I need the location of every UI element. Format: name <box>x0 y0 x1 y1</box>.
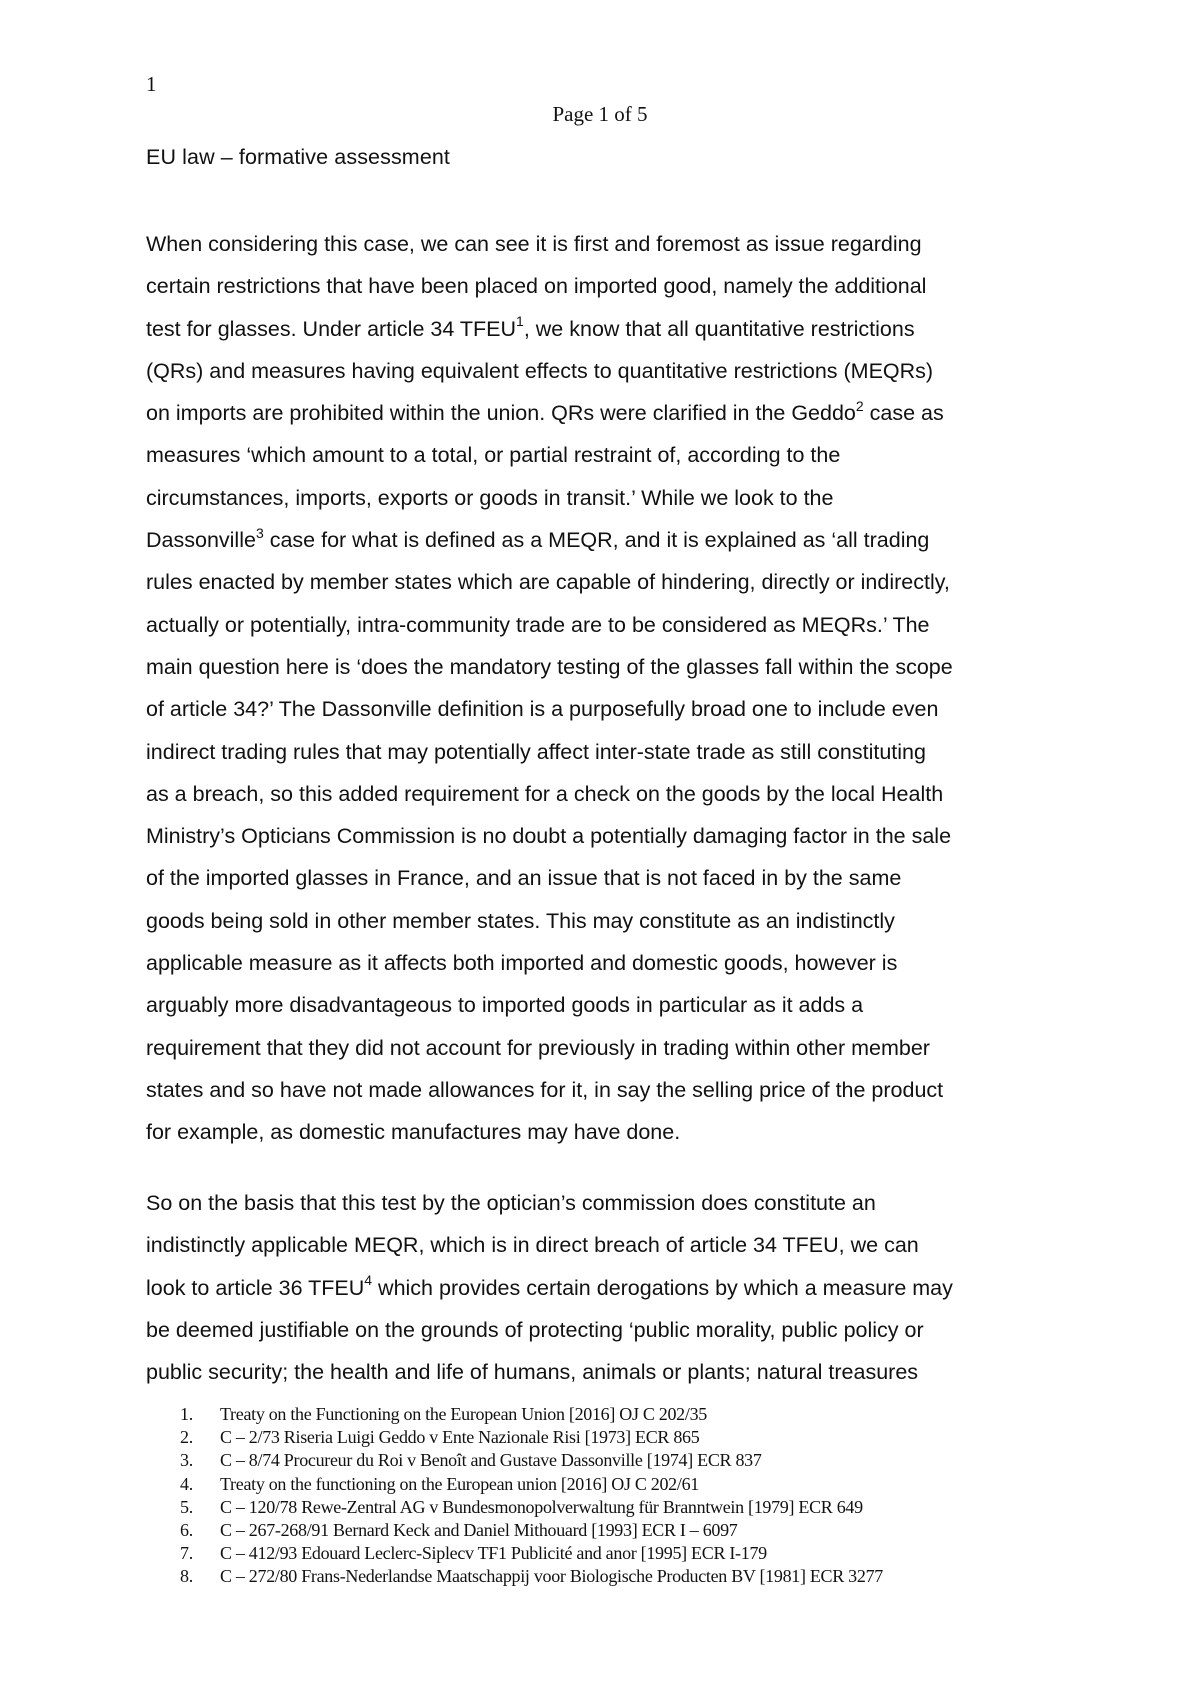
footnote-text: C – 2/73 Riseria Luigi Geddo v Ente Nazionale Risi [1973] ECR 865 <box>220 1427 700 1448</box>
footnote-ref: 3 <box>255 524 264 541</box>
text-line: certain restrictions that have been placed on imported good, namely the additional <box>146 274 927 299</box>
text-line: circumstances, imports, exports or goods in transit.’ While we look to the <box>146 485 834 510</box>
footnote-text: C – 272/80 Frans-Nederlandse Maatschappij voor Biologische Producten BV [1981] ECR 3277 <box>220 1566 883 1587</box>
footnote-number: 4. <box>180 1473 193 1494</box>
footnote-text: C – 412/93 Edouard Leclerc-Siplecv TF1 Publicité and anor [1995] ECR I-179 <box>220 1543 767 1564</box>
text-line: So on the basis that this test by the optician’s commission does constitute an <box>146 1191 876 1215</box>
text-line: test for glasses. Under article 34 TFEU$^1$, we know that all quantitative restrictions <box>146 313 915 341</box>
text-line: look to article 36 TFEU$^4$ which provides certain derogations by which a measure may <box>146 1272 953 1300</box>
text-line: measures ‘which amount to a total, or partial restraint of, according to the <box>146 443 841 468</box>
text-line: for example, as domestic manufactures may have done. <box>146 1120 681 1145</box>
text-line: actually or potentially, intra-community trade are to be considered as MEQRs.’ The <box>146 612 930 637</box>
footnote-ref: 1 <box>516 313 524 330</box>
text-line: indistinctly applicable MEQR, which is in direct breach of article 34 TFEU, we can <box>146 1233 919 1258</box>
text-line: goods being sold in other member states. This may constitute as an indistinctly <box>146 908 895 933</box>
page-header: Page 1 of 5 <box>552 102 648 126</box>
footnote-text: C – 8/74 Procureur du Roi v Benoît and Gustave Dassonville [1974] ECR 837 <box>220 1450 762 1471</box>
footnote-item <box>180 1449 883 1472</box>
text-line: Ministry’s Opticians Commission is no doubt a potentially damaging factor in the sale <box>146 824 952 849</box>
footnote-item <box>180 1473 883 1496</box>
footnote-number: 7. <box>180 1543 193 1564</box>
text-line: on imports are prohibited within the union. QRs were clarified in the Geddo$^2$ case as <box>146 398 944 426</box>
body-paragraph-2 <box>146 1182 1076 1393</box>
footnote-number: 2. <box>180 1427 193 1448</box>
text-line: of the imported glasses in France, and an issue that is not faced in by the same <box>146 866 902 891</box>
footnote-text: Treaty on the Functioning on the European Union [2016] OJ C 202/35 <box>220 1404 707 1424</box>
body-paragraph-1 <box>146 223 1076 1154</box>
text-line: as a breach, so this added requirement for a check on the goods by the local Health <box>146 781 944 806</box>
text-line: indirect trading rules that may potentially affect inter-state trade as still constituting <box>146 739 926 764</box>
footnote-ref: 4 <box>364 1272 373 1289</box>
footnote-text: Treaty on the functioning on the European union [2016] OJ C 202/61 <box>220 1473 699 1494</box>
footnote-number: 6. <box>180 1520 193 1541</box>
text-line: of article 34?’ The Dassonville definition is a purposefully broad one to include even <box>146 697 939 722</box>
footnote-item <box>180 1403 883 1426</box>
text-line: rules enacted by member states which are capable of hindering, directly or indirectly, <box>146 570 950 595</box>
footnote-number: 1. <box>180 1404 193 1424</box>
footnote-item <box>180 1519 883 1542</box>
text-line: When considering this case, we can see it is first and foremost as issue regarding <box>146 232 922 256</box>
text-line: main question here is ‘does the mandatory testing of the glasses fall within the scope <box>146 654 953 679</box>
text-line: arguably more disadvantageous to imported goods in particular as it adds a <box>146 993 864 1018</box>
footnote-text: C – 120/78 Rewe-Zentral AG v Bundesmonopolverwaltung für Branntwein [1979] ECR 649 <box>220 1496 863 1517</box>
footnote-number: 8. <box>180 1566 193 1587</box>
text-line: public security; the health and life of humans, animals or plants; natural treasures <box>146 1360 919 1385</box>
document-title: EU law – formative assessment <box>146 145 451 169</box>
text-line: states and so have not made allowances for it, in say the selling price of the product <box>146 1077 944 1102</box>
footnote-text: C – 267-268/91 Bernard Keck and Daniel Mithouard [1993] ECR I – 6097 <box>220 1520 738 1541</box>
text-line: applicable measure as it affects both imported and domestic goods, however is <box>146 951 898 976</box>
footnote-item <box>180 1496 883 1519</box>
footnote-item <box>180 1542 883 1565</box>
footnote-item <box>180 1565 883 1588</box>
footnote-item <box>180 1426 883 1449</box>
footnote-number: 3. <box>180 1450 193 1471</box>
text-line: Dassonville$^3$ case for what is defined as a MEQR, and it is explained as ‘all trading <box>146 524 930 553</box>
footnote-ref: 2 <box>855 398 864 415</box>
footnote-number: 5. <box>180 1496 193 1517</box>
text-line: requirement that they did not account for previously in trading within other member <box>146 1035 930 1060</box>
page-number: 1 <box>146 72 157 96</box>
footnote-list <box>180 1403 883 1589</box>
text-line: be deemed justifiable on the grounds of protecting ‘public morality, public policy or <box>146 1317 924 1342</box>
text-line: (QRs) and measures having equivalent effects to quantitative restrictions (MEQRs) <box>146 358 934 383</box>
